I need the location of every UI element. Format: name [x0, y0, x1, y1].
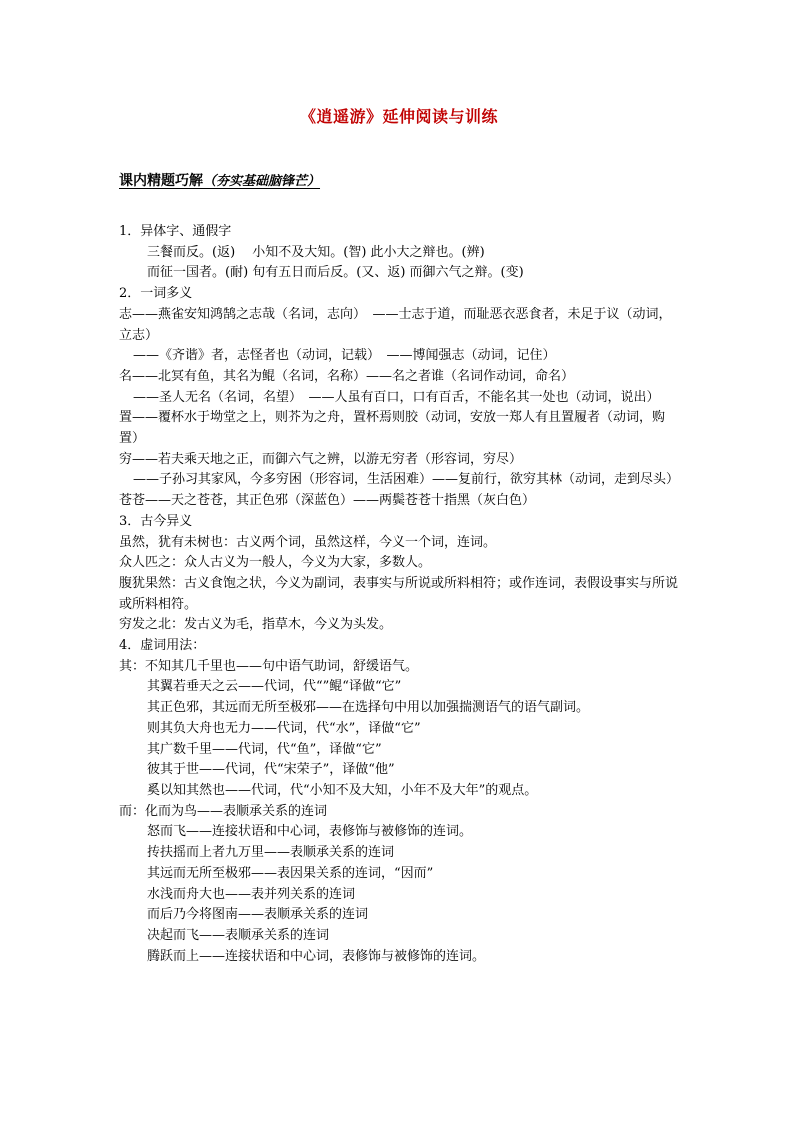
- text-line: 水浅而舟大也——表并列关系的连词: [147, 886, 356, 902]
- text-line: 腹犹果然：古义食饱之状，今义为副词，表事实与所说或所料相符；或作连词，表假设事实与所说或所料相符。: [119, 575, 679, 612]
- section-heading: [119, 170, 320, 190]
- text-line: 众人匹之：众人古义为一般人，今义为大家，多数人。: [119, 555, 432, 571]
- heading-function-words: 4．虚词用法：: [119, 638, 206, 654]
- text-line: ——《齐谐》者，志怪者也（动词，记载） ——博闻强志（动词，记住）: [133, 348, 556, 364]
- text-line: 其翼若垂天之云——代词，代“”鲲“译做“它”: [147, 679, 402, 695]
- text-line: 名——北冥有鱼，其名为鲲（名词，名称）——名之者谁（名词作动词，命名）: [119, 368, 575, 384]
- document-title: 《逍遥游》延伸阅读与训练: [299, 107, 498, 126]
- text-line: 奚以知其然也——代词，代“小知不及大知，小年不及大年”的观点。: [147, 782, 538, 798]
- text-line: 腾跃而上——连接状语和中心词，表修饰与被修饰的连词。: [147, 948, 486, 964]
- text-line: ——圣人无名（名词，名望） ——人虽有百口，口有百舌，不能名其一处也（动词，说出）: [133, 389, 660, 405]
- text-line: 虽然，犹有未树也：古义两个词，虽然这样，今义一个词，连词。: [119, 534, 497, 550]
- document-body: [119, 222, 679, 967]
- section-heading-label: 课内精题巧解: [119, 173, 203, 189]
- text-line: 志——燕雀安知鸿鹄之志哉（名词，志向） ——士志于道，而耻恶衣恶食者，未足于议（动词，立志）: [119, 306, 672, 343]
- heading-variant-characters: 1．异体字、通假字: [119, 224, 232, 239]
- text-line: 穷发之北：发古义为毛，指草木，今义为头发。: [119, 617, 393, 633]
- text-line: 而征一国者。(耐) 旬有五日而后反。(又、返) 而御六气之辩。(变): [147, 265, 524, 281]
- text-line: 穷——若夫乘天地之正，而御六气之辨，以游无穷者（形容词，穷尽）: [119, 451, 523, 467]
- text-line: 则其负大舟也无力——代词，代“水”，译做“它”: [147, 720, 421, 736]
- text-line: 彼其于世——代词，代“宋荣子”，译做“他”: [147, 762, 395, 778]
- heading-polysemy: 2．一词多义: [119, 286, 193, 302]
- text-line: 其正色邪，其远而无所至极邪——在选择句中用以加强揣测语气的语气副词。: [147, 700, 590, 716]
- text-line: 而：化而为鸟——表顺承关系的连词: [119, 803, 328, 819]
- text-line: 置——覆杯水于坳堂之上，则芥为之舟，置杯焉则胶（动词，安放一郑人有且置履者（动词，购置）: [119, 410, 666, 447]
- section-heading-sub: （夯实基础脑锋芒）: [203, 174, 321, 189]
- text-line: 三餐而反。(返) 小知不及大知。(智) 此小大之辩也。(辨): [147, 244, 485, 260]
- text-line: 其广数千里——代词，代“鱼”，译做“它”: [147, 741, 382, 757]
- heading-ancient-modern: 3．古今异义: [119, 513, 193, 529]
- text-line: 其：不知其几千里也——句中语气助词，舒缓语气。: [119, 658, 419, 674]
- text-line: 其远而无所至极邪——表因果关系的连词，“因而”: [147, 865, 434, 881]
- text-line: ——子孙习其家风，今多穷困（形容词，生活困难）——复前行，欲穷其林（动词，走到尽头）: [133, 472, 680, 488]
- text-line: 而后乃今将图南——表顺承关系的连词: [147, 907, 369, 923]
- text-line: 抟扶摇而上者九万里——表顺承关系的连词: [147, 845, 395, 861]
- text-line: 苍苍——天之苍苍，其正色邪（深蓝色）——两鬓苍苍十指黑（灰白色）: [119, 493, 536, 509]
- text-line: 决起而飞——表顺承关系的连词: [147, 927, 330, 943]
- text-line: 怒而飞——连接状语和中心词，表修饰与被修饰的连词。: [147, 824, 473, 840]
